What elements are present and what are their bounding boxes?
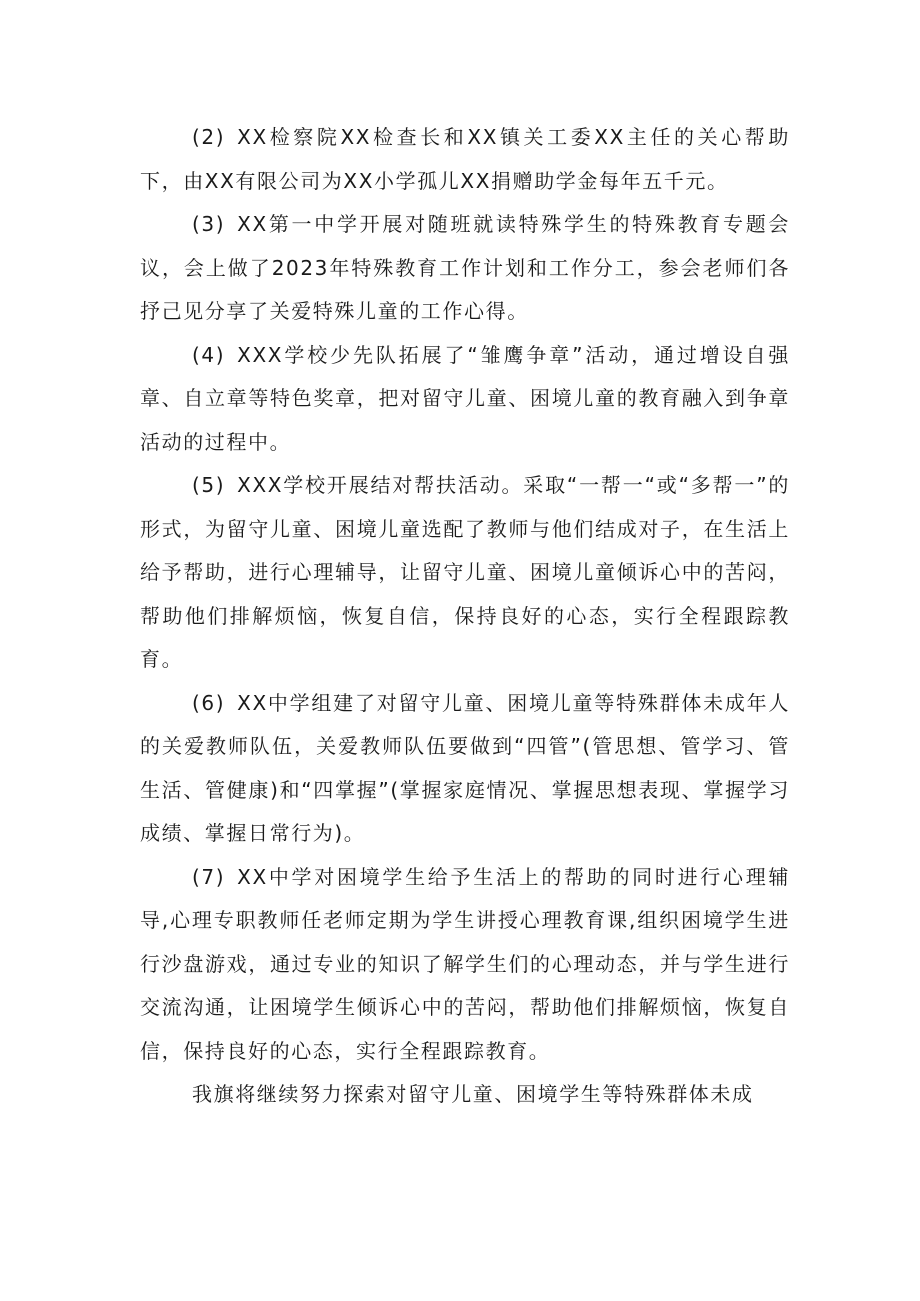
paragraph-item-7: [140, 856, 790, 1074]
paragraph-number: (5): [192, 473, 226, 497]
document-body: [140, 116, 790, 1117]
paragraph-item-6: [140, 682, 790, 856]
paragraph-number: (2): [192, 125, 226, 149]
paragraph-number: (4): [192, 342, 226, 367]
paragraph-item-3: [140, 203, 790, 334]
paragraph-text: XX中学对困境学生给予生活上的帮助的同时进行心理辅导,心理专职教师任老师定期为学生讲授心理教育课,组织困境学生进行沙盘游戏，通过专业的知识了解学生们的心理动态，并与学生进行交流沟通，让困境学生倾诉心中的苦闷，帮助他们排解烦恼，恢复自信，保持良好的心态，实行全程跟踪教育。: [140, 864, 790, 1063]
closing-paragraph: 我旗将继续努力探索对留守儿童、困境学生等特殊群体未成: [192, 1082, 754, 1106]
paragraph-text: XX第一中学开展对随班就读特殊学生的特殊教育专题会议，会上做了2023年特殊教育工作计划和工作分工，参会老师们各抒己见分享了关爱特殊儿童的工作心得。: [140, 212, 790, 323]
paragraph-item-5: [140, 464, 790, 682]
paragraph-number: (6): [192, 690, 226, 715]
paragraph-text: XX中学组建了对留守儿童、困境儿童等特殊群体未成年人的关爱教师队伍，关爱教师队伍要做到“四管”(管思想、管学习、管生活、管健康)和“四掌握”(掌握家庭情况、掌握思想表现、掌握学习成绩、掌握日常行为)。: [140, 690, 790, 845]
paragraph-number: (3): [192, 212, 226, 236]
paragraph-text: XXX学校少先队拓展了“雏鹰争章”活动，通过增设自强章、自立章等特色奖章，把对留守儿童、困境儿童的教育融入到争章活动的过程中。: [140, 342, 790, 454]
paragraph-item-2: [140, 116, 790, 203]
paragraph-number: (7): [192, 864, 226, 889]
paragraph-item-4: [140, 334, 790, 465]
paragraph-text: XXX学校开展结对帮扶活动。采取“一帮一“或“多帮一”的形式，为留守儿童、困境儿童选配了教师与他们结成对子，在生活上给予帮助，进行心理辅导，让留守儿童、困境儿童倾诉心中的苦闷，帮助他们排解烦恼，恢复自信，保持良好的心态，实行全程跟踪教育。: [140, 473, 790, 671]
paragraph-text: XX检察院XX检查长和XX镇关工委XX主任的关心帮助下，由XX有限公司为XX小学孤儿XX捐赠助学金每年五千元。: [140, 125, 790, 193]
